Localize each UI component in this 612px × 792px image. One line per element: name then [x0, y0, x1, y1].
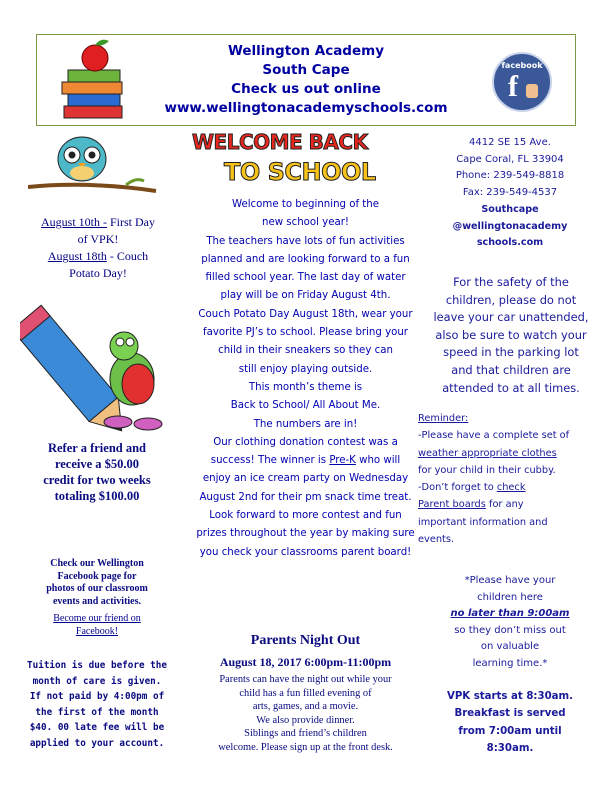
- facebook-note-line: events and activities.: [52, 595, 142, 607]
- arrival-line: children here: [477, 591, 543, 603]
- safety-notice: [420, 274, 602, 397]
- social-line: @wellingtonacademy: [452, 220, 568, 232]
- message-line: The numbers are in!: [253, 418, 358, 430]
- safety-line: For the safety of the: [453, 275, 569, 289]
- reminder-line: events.: [418, 534, 455, 546]
- social-line: schools.com: [476, 237, 544, 248]
- vpk-date: August 10th -: [41, 215, 107, 229]
- winner-class: Pre-K: [329, 455, 356, 467]
- parents-line: We also provide dinner.: [256, 714, 355, 726]
- address-line: Cape Coral, FL 33904: [456, 153, 564, 165]
- facebook-note-line: photos of our classroom: [46, 583, 148, 595]
- referral-line: totaling $100.00: [54, 489, 140, 503]
- couch-text: - Couch: [106, 249, 149, 263]
- message-line: August 2nd for their pm snack time treat.: [199, 491, 412, 503]
- parents-line: child has a fun filled evening of: [239, 687, 372, 699]
- couch-date: August 18th: [47, 249, 107, 263]
- tuition-line: $40. 00 late fee will be: [29, 722, 165, 734]
- message-line: favorite PJ’s to school. Please bring your: [203, 327, 408, 339]
- safety-line: attended to at all times.: [442, 380, 580, 395]
- couch-text-2: Potato Day!: [69, 266, 127, 280]
- tuition-line: If not paid by 4:00pm of: [29, 691, 165, 703]
- safety-line: children, please do not: [445, 292, 577, 307]
- tuition-line: Tuition is due before the: [27, 660, 167, 671]
- parents-night-details: [183, 673, 428, 755]
- check-link[interactable]: check: [496, 482, 526, 494]
- message-line: Back to School/ All About Me.: [230, 400, 381, 412]
- message-line: Our clothing donation contest was a: [213, 436, 398, 448]
- arrival-deadline: no later than 9:00am: [450, 608, 570, 619]
- welcome-message: [183, 196, 428, 562]
- vpk-text-2: of VPK!: [77, 232, 119, 246]
- message-line: Look forward to more contest and fun: [209, 510, 402, 522]
- tuition-line: month of care is given.: [32, 675, 162, 687]
- referral-offer: [22, 440, 172, 504]
- social-line: Southcape: [481, 204, 539, 215]
- vpk-line: from 7:00am until: [458, 725, 562, 737]
- weather-clothes-link[interactable]: weather appropriate clothes: [418, 447, 557, 459]
- reminder-line: for any: [485, 499, 524, 511]
- message-line: planned and are looking forward to a fun: [201, 253, 410, 265]
- welcome-art-line2: TO SCHOOL: [224, 158, 376, 186]
- referral-line: credit for two weeks: [43, 473, 151, 487]
- reminder-line: -Please have a complete set of: [418, 430, 570, 442]
- message-line: new school year!: [261, 217, 349, 229]
- safety-line: and that children are: [451, 362, 571, 377]
- fax-number: Fax: 239-549-4537: [462, 186, 558, 198]
- message-line: play will be on Friday August 4th.: [220, 290, 391, 302]
- facebook-friend-link[interactable]: [24, 612, 170, 638]
- message-line: you check your classrooms parent board!: [199, 546, 412, 558]
- facebook-note: [24, 558, 170, 608]
- tuition-line: the first of the month: [35, 706, 159, 718]
- facebook-badge-icon[interactable]: [492, 52, 552, 112]
- parents-line: arts, games, and a movie.: [252, 701, 359, 713]
- parents-night-date: August 18, 2017 6:00pm-11:00pm: [219, 655, 392, 669]
- tuition-notice: [24, 658, 170, 752]
- facebook-note-line: Check our Wellington: [50, 558, 144, 569]
- phone-number: Phone: 239-549-8818: [455, 170, 565, 181]
- vpk-line: 8:30am.: [486, 743, 534, 755]
- safety-line: speed in the parking lot: [443, 345, 579, 360]
- school-location: South Cape: [262, 62, 350, 78]
- owl-on-branch-icon: [28, 135, 158, 195]
- parents-line: Parents can have the night out while your: [219, 674, 392, 685]
- welcome-art-line1: WELCOME BACK: [192, 130, 368, 154]
- referral-line: receive a $50.00: [54, 457, 140, 471]
- reminder-line: for your child in their cubby.: [418, 464, 556, 476]
- reminder-line: -Don’t forget to: [418, 482, 497, 494]
- arrival-line: learning time.*: [472, 657, 548, 669]
- arrival-notice: [420, 573, 600, 672]
- message-line: enjoy an ice cream party on Wednesday: [202, 473, 409, 485]
- message-line: prizes throughout the year by making sure: [196, 528, 415, 540]
- welcome-back-art: [190, 128, 376, 190]
- arrival-line: on valuable: [480, 641, 540, 652]
- message-line: This month’s theme is: [248, 381, 363, 393]
- winner-pre: success! The winner is: [210, 455, 330, 467]
- safety-line: also be sure to watch your: [435, 327, 587, 342]
- parents-line: Siblings and friend’s children: [244, 728, 367, 740]
- parents-night-title: Parents Night Out: [250, 633, 361, 648]
- vpk-line: VPK starts at 8:30am.: [446, 691, 574, 702]
- school-name: Wellington Academy: [227, 43, 384, 59]
- referral-line: Refer a friend and: [47, 441, 147, 455]
- message-line: The teachers have lots of fun activities: [206, 235, 405, 247]
- vpk-breakfast-times: [420, 688, 600, 758]
- arrival-line: so they don’t miss out: [454, 624, 566, 636]
- facebook-link-line[interactable]: Become our friend on: [53, 613, 141, 624]
- vpk-line: Breakfast is served: [454, 708, 566, 720]
- facebook-f-glyph: f: [508, 70, 518, 103]
- online-cta: Check us out online: [231, 81, 381, 97]
- facebook-badge-label: facebook: [501, 61, 543, 70]
- facebook-note-line: Facebook page for: [57, 570, 137, 582]
- safety-line: leave your car unattended,: [433, 310, 589, 325]
- facebook-link-line[interactable]: Facebook!: [75, 626, 119, 637]
- contact-address: [420, 135, 600, 201]
- social-handle: [420, 202, 600, 252]
- reminder-title: Reminder:: [418, 413, 469, 424]
- winner-line: [183, 452, 428, 470]
- website-link[interactable]: www.wellingtonacademyschools.com: [164, 100, 448, 116]
- thumbs-up-icon: [526, 84, 538, 98]
- tuition-line: applied to your account.: [29, 737, 165, 749]
- message-line: Couch Potato Day August 18th, wear your: [198, 308, 413, 320]
- message-line: child in their sneakers so they can: [218, 345, 393, 357]
- vpk-text: First Day: [107, 215, 155, 229]
- address-line: 4412 SE 15 Ave.: [469, 137, 551, 148]
- winner-post: who will: [355, 455, 401, 467]
- pencil-ladybug-icon: [20, 284, 170, 434]
- arrival-line: *Please have your: [464, 575, 556, 586]
- reminder-line: important information and: [418, 516, 548, 528]
- parent-boards-link[interactable]: Parent boards: [418, 499, 486, 511]
- message-line: filled school year. The last day of water: [205, 272, 406, 284]
- parents-line: welcome. Please sign up at the front desk.: [218, 741, 393, 753]
- message-line: Welcome to beginning of the: [231, 199, 380, 210]
- reminder-box: [418, 410, 604, 548]
- date-list: [24, 214, 172, 282]
- message-line: still enjoy playing outside.: [238, 363, 373, 375]
